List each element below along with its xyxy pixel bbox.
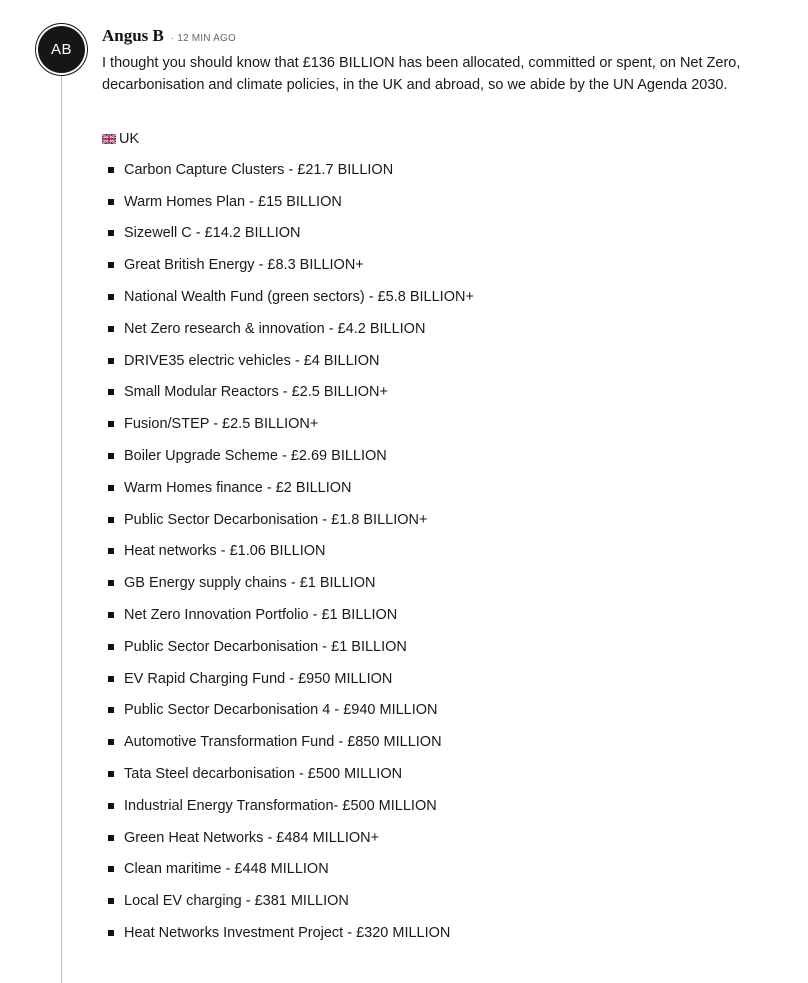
list-item-text: Public Sector Decarbonisation - £1.8 BILLION+ [124, 511, 428, 528]
list-item-text: Great British Energy - £8.3 BILLION+ [124, 257, 364, 274]
list-item-text: Heat networks - £1.06 BILLION [124, 543, 326, 560]
bullet-icon [108, 612, 114, 618]
bullet-icon [108, 898, 114, 904]
list-item-text: Local EV charging - £381 MILLION [124, 893, 349, 910]
list-item [102, 249, 474, 281]
bullet-icon [108, 866, 114, 872]
list-item [102, 663, 474, 695]
author-name[interactable]: Angus B [102, 26, 164, 45]
list-item-text: Green Heat Networks - £484 MILLION+ [124, 829, 380, 846]
bullet-icon [108, 548, 114, 554]
bullet-icon [108, 803, 114, 809]
list-item [102, 854, 474, 886]
list-item-text: Fusion/STEP - £2.5 BILLION+ [124, 416, 319, 433]
bullet-icon [108, 739, 114, 745]
list-item [102, 154, 474, 186]
comment-header [102, 26, 236, 52]
bullet-icon [108, 199, 114, 205]
list-item-text: Carbon Capture Clusters - £21.7 BILLION [124, 161, 394, 178]
list-item-text: Warm Homes finance - £2 BILLION [124, 479, 352, 496]
region-label [102, 128, 139, 150]
bullet-icon [108, 930, 114, 936]
bullet-icon [108, 771, 114, 777]
bullet-icon [108, 421, 114, 427]
thread-line [61, 60, 62, 983]
list-item [102, 440, 474, 472]
list-item-text: Net Zero Innovation Portfolio - £1 BILLION [124, 607, 398, 624]
list-item-text: DRIVE35 electric vehicles - £4 BILLION [124, 352, 380, 369]
list-item-text: GB Energy supply chains - £1 BILLION [124, 575, 376, 592]
list-item-text: Net Zero research & innovation - £4.2 BILLION [124, 320, 426, 337]
list-item-text: Small Modular Reactors - £2.5 BILLION+ [124, 384, 388, 401]
list-item [102, 408, 474, 440]
list-item-text: Public Sector Decarbonisation 4 - £940 MILLION [124, 702, 438, 719]
list-item-text: Warm Homes Plan - £15 BILLION [124, 193, 342, 210]
meta-separator: · [170, 33, 175, 44]
list-item-text: Clean maritime - £448 MILLION [124, 861, 329, 878]
bullet-icon [108, 326, 114, 332]
list-item [102, 917, 474, 949]
list-item [102, 377, 474, 409]
list-item [102, 822, 474, 854]
timestamp: 12 MIN AGO [177, 33, 236, 44]
list-item [102, 186, 474, 218]
list-item [102, 472, 474, 504]
bullet-icon [108, 835, 114, 841]
bullet-icon [108, 358, 114, 364]
list-item-text: EV Rapid Charging Fund - £950 MILLION [124, 670, 393, 687]
region-name: UK [119, 131, 140, 147]
list-item [102, 313, 474, 345]
bullet-icon [108, 485, 114, 491]
list-item-text: National Wealth Fund (green sectors) - £5.8 BILLION+ [124, 289, 474, 306]
bullet-icon [108, 517, 114, 523]
bullet-icon [108, 230, 114, 236]
bullet-icon [108, 580, 114, 586]
list-item-text: Industrial Energy Transformation- £500 MILLION [124, 797, 437, 814]
list-item [102, 504, 474, 536]
bullet-icon [108, 167, 114, 173]
bullet-icon [108, 262, 114, 268]
list-item [102, 631, 474, 663]
list-item [102, 758, 474, 790]
comment-text: I thought you should know that £136 BILLION has been allocated, committed or spent, on Net Zero, decarbonisation and climate policies, in the UK and abroad, so we abide by the UN Agenda 2030. [102, 55, 741, 93]
list-item [102, 536, 474, 568]
bullet-icon [108, 644, 114, 650]
list-item-text: Boiler Upgrade Scheme - £2.69 BILLION [124, 448, 387, 465]
bullet-icon [108, 453, 114, 459]
list-item [102, 726, 474, 758]
bullet-icon [108, 676, 114, 682]
list-item-text: Tata Steel decarbonisation - £500 MILLION [124, 766, 403, 783]
list-item [102, 885, 474, 917]
list-item-text: Heat Networks Investment Project - £320 MILLION [124, 925, 451, 942]
uk-flag-icon [102, 134, 116, 144]
list-item [102, 567, 474, 599]
list-item [102, 281, 474, 313]
bullet-icon [108, 389, 114, 395]
list-item [102, 345, 474, 377]
list-item-text: Public Sector Decarbonisation - £1 BILLION [124, 638, 407, 655]
funding-list [102, 154, 474, 949]
avatar[interactable]: AB [38, 26, 85, 73]
list-item-text: Sizewell C - £14.2 BILLION [124, 225, 301, 242]
list-item-text: Automotive Transformation Fund - £850 MILLION [124, 734, 442, 751]
list-item [102, 695, 474, 727]
list-item [102, 790, 474, 822]
list-item [102, 599, 474, 631]
bullet-icon [108, 294, 114, 300]
list-item [102, 218, 474, 250]
bullet-icon [108, 707, 114, 713]
